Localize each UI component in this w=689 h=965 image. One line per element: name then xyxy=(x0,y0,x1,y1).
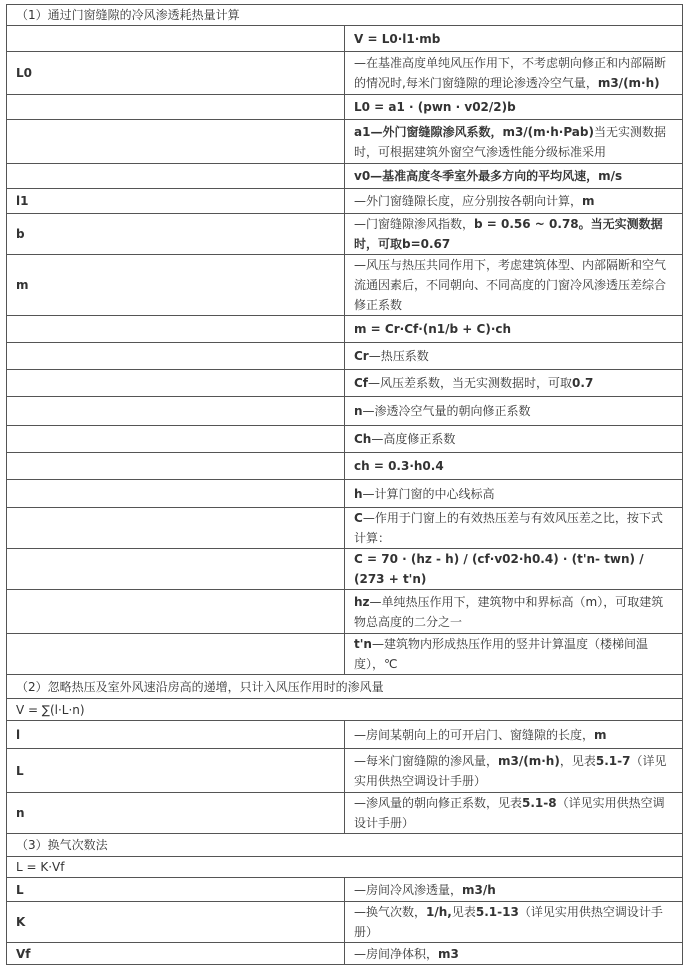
description-cell xyxy=(345,902,683,943)
table-row xyxy=(7,508,683,549)
table-row xyxy=(7,480,683,508)
bold-text: m = Cr·Cf·(n1/b + C)·ch xyxy=(354,322,512,336)
symbol-cell xyxy=(7,426,345,453)
plain-text: —换气次数， xyxy=(354,905,427,919)
description-cell xyxy=(345,397,683,426)
symbol-cell xyxy=(7,634,345,675)
bold-text: m3 xyxy=(438,946,459,961)
bold-text: V = L0·l1·mb xyxy=(354,31,441,46)
description-cell xyxy=(345,878,683,902)
symbol-cell xyxy=(7,343,345,370)
symbol-cell xyxy=(7,164,345,189)
description-cell xyxy=(345,634,683,675)
plain-text: （详见实用供热空调设计手册） xyxy=(354,753,667,788)
plain-text: —门窗缝隙渗风指数， xyxy=(354,217,475,231)
description-cell xyxy=(345,164,683,189)
section-header-row xyxy=(7,675,683,699)
plain-text: —每米门窗缝隙的渗风量， xyxy=(354,753,499,768)
plain-text: —房间净体积， xyxy=(354,946,439,961)
plain-text: —作用于门窗上的有效热压差与有效风压差之比，按下式计算： xyxy=(354,511,663,545)
table-row xyxy=(7,214,683,255)
plain-text: —高度修正系数 xyxy=(371,432,456,446)
description-cell xyxy=(345,426,683,453)
description-cell xyxy=(345,26,683,52)
plain-text: —在基准高度单纯风压作用下，不考虑朝向修正和内部隔断的情况时,每米门窗缝隙的理论渗透冷空气量， xyxy=(354,56,667,90)
table-row xyxy=(7,26,683,52)
section-title: （3）换气次数法 xyxy=(7,834,683,857)
description-cell xyxy=(345,95,683,120)
bold-text: 5.1-7 xyxy=(595,753,631,768)
description-cell xyxy=(345,590,683,634)
description-cell xyxy=(345,189,683,214)
formula-table xyxy=(6,4,683,965)
plain-text: —渗透冷空气量的朝向修正系数 xyxy=(362,404,531,418)
bold-text: n xyxy=(354,404,363,418)
symbol-cell xyxy=(7,397,345,426)
description-cell xyxy=(345,793,683,834)
table-row xyxy=(7,164,683,189)
plain-text: ，见表 xyxy=(559,753,596,768)
bold-text: h xyxy=(354,486,363,501)
symbol-cell: b xyxy=(7,214,345,255)
description-cell xyxy=(345,721,683,749)
description-cell xyxy=(345,52,683,95)
plain-text: —渗风量的朝向修正系数，见表 xyxy=(354,796,523,810)
symbol-cell: L0 xyxy=(7,52,345,95)
section-header-row xyxy=(7,5,683,26)
plain-text: —房间冷风渗透量， xyxy=(354,882,463,897)
table-row xyxy=(7,902,683,943)
table-row xyxy=(7,120,683,164)
section-formula: V = ∑(l·L·n) xyxy=(7,699,683,721)
section-formula: L = K·Vf xyxy=(7,857,683,878)
table-row xyxy=(7,397,683,426)
table-row xyxy=(7,878,683,902)
symbol-cell xyxy=(7,549,345,590)
plain-text: —计算门窗的中心线标高 xyxy=(362,486,495,501)
symbol-cell xyxy=(7,95,345,120)
description-cell xyxy=(345,120,683,164)
symbol-cell xyxy=(7,26,345,52)
symbol-cell xyxy=(7,120,345,164)
symbol-cell xyxy=(7,453,345,480)
table-row xyxy=(7,343,683,370)
plain-text: —热压系数 xyxy=(368,349,429,363)
description-cell xyxy=(345,370,683,397)
plain-text: —风压差系数，当无实测数据时，可取 xyxy=(368,376,573,390)
symbol-cell: l1 xyxy=(7,189,345,214)
symbol-cell: n xyxy=(7,793,345,834)
table-row xyxy=(7,52,683,95)
table-row xyxy=(7,255,683,316)
table-row xyxy=(7,316,683,343)
description-cell xyxy=(345,255,683,316)
symbol-cell xyxy=(7,480,345,508)
table-row xyxy=(7,453,683,480)
table-row xyxy=(7,943,683,965)
bold-text: 0.7 xyxy=(572,376,594,390)
symbol-cell xyxy=(7,316,345,343)
bold-text: ch = 0.3·h0.4 xyxy=(354,459,444,473)
symbol-cell: L xyxy=(7,878,345,902)
table-row xyxy=(7,95,683,120)
formula-table-body xyxy=(7,5,683,965)
plain-text: 见表 xyxy=(451,905,476,919)
bold-text: C xyxy=(354,511,363,525)
bold-text: Cr xyxy=(354,349,369,363)
table-row xyxy=(7,634,683,675)
plain-text: —外门窗缝隙长度，应分别按各朝向计算， xyxy=(354,194,583,208)
bold-text: 5.1-13 xyxy=(475,905,519,919)
bold-text: t'n xyxy=(354,637,372,651)
bold-text: Cf xyxy=(354,376,369,390)
table-row xyxy=(7,793,683,834)
symbol-cell xyxy=(7,508,345,549)
bold-text: 1/h, xyxy=(426,905,452,919)
bold-text: Ch xyxy=(354,432,372,446)
description-cell xyxy=(345,316,683,343)
symbol-cell: m xyxy=(7,255,345,316)
symbol-cell: K xyxy=(7,902,345,943)
bold-text: 5.1-8 xyxy=(522,796,557,810)
plain-text: 当无实测数据时，可根据建筑外窗空气渗透性能分级标准采用 xyxy=(354,124,666,159)
bold-text: a1—外门窗缝隙渗风系数，m3/(m·h·Pab) xyxy=(354,124,594,139)
table-row xyxy=(7,721,683,749)
bold-text: L0 = a1 · (pwn · v02/2)b xyxy=(354,100,516,114)
table-row xyxy=(7,749,683,793)
section-header-row xyxy=(7,699,683,721)
bold-text: C = 70 · (hz - h) / (cf·v02·h0.4) · (t'n- twn) / (273 + t'n) xyxy=(354,552,644,586)
plain-text: —单纯热压作用下，建筑物中和界标高（m），可取建筑物总高度的二分之一 xyxy=(354,594,664,629)
description-cell xyxy=(345,508,683,549)
description-cell xyxy=(345,943,683,965)
table-row xyxy=(7,426,683,453)
table-row xyxy=(7,370,683,397)
bold-text: v0—基准高度冬季室外最多方向的平均风速，m/s xyxy=(354,169,623,183)
plain-text: （详见实用供热空调设计手册） xyxy=(354,905,663,939)
table-row xyxy=(7,590,683,634)
description-cell xyxy=(345,214,683,255)
bold-text: m3/(m·h) xyxy=(498,753,560,768)
plain-text: —建筑物内形成热压作用的竖井计算温度（楼梯间温度），℃ xyxy=(354,637,648,671)
bold-text: hz xyxy=(354,594,370,609)
bold-text: m3/(m·h) xyxy=(597,76,660,90)
bold-text: b = 0.56 ~ 0.78。当无实测数据时，可取b=0.67 xyxy=(354,217,663,251)
symbol-cell: Vf xyxy=(7,943,345,965)
table-row xyxy=(7,189,683,214)
description-cell xyxy=(345,749,683,793)
section-title: （2）忽略热压及室外风速沿房高的递增，只计入风压作用时的渗风量 xyxy=(7,675,683,699)
symbol-cell xyxy=(7,590,345,634)
plain-text: （详见实用供热空调设计手册） xyxy=(354,796,665,830)
description-cell xyxy=(345,453,683,480)
bold-text: m xyxy=(594,727,607,742)
symbol-cell xyxy=(7,370,345,397)
bold-text: m3/h xyxy=(462,882,496,897)
plain-text: —风压与热压共同作用下，考虑建筑体型、内部隔断和空气流通因素后，不同朝向、不同高度的门窗冷风渗透压差综合修正系数 xyxy=(354,258,667,312)
section-header-row xyxy=(7,834,683,857)
description-cell xyxy=(345,480,683,508)
description-cell xyxy=(345,343,683,370)
plain-text: —房间某朝向上的可开启门、窗缝隙的长度， xyxy=(354,727,595,742)
symbol-cell: L xyxy=(7,749,345,793)
section-title: （1）通过门窗缝隙的冷风渗透耗热量计算 xyxy=(7,5,683,26)
description-cell xyxy=(345,549,683,590)
bold-text: m xyxy=(582,194,595,208)
table-row xyxy=(7,549,683,590)
symbol-cell: l xyxy=(7,721,345,749)
